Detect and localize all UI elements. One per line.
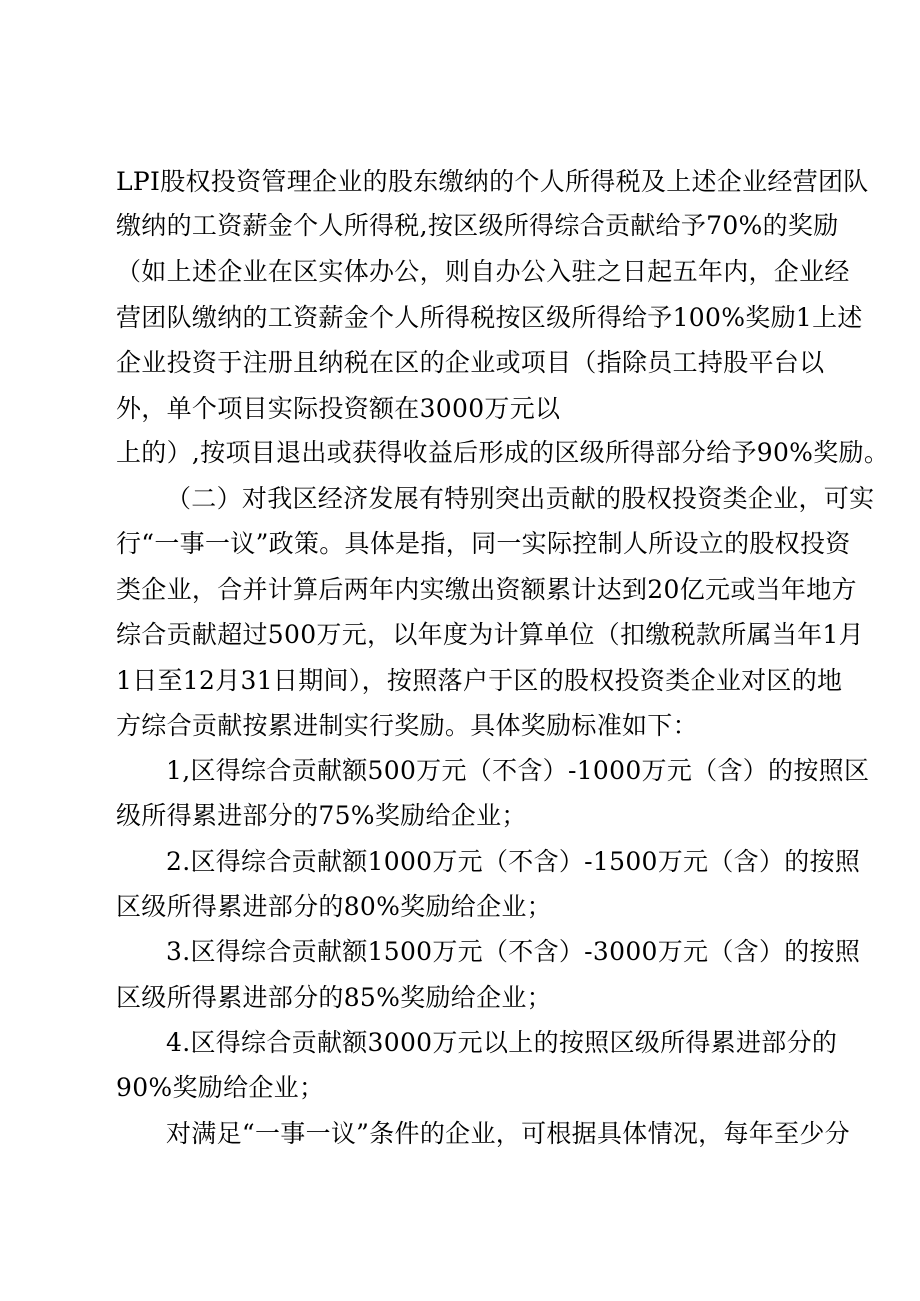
text-line: 1日至12月31日期间），按照落户于区的股权投资类企业对区的地 bbox=[116, 666, 843, 695]
text-line: 类企业，合并计算后两年内实缴出资额累计达到20亿元或当年地方 bbox=[116, 575, 857, 604]
text-line: 2.区得综合贡献额1000万元（不含）-1500万元（含）的按照 bbox=[166, 847, 861, 876]
text-line: 级所得累进部分的75%奖励给企业； bbox=[116, 801, 527, 830]
text-line: 缴纳的工资薪金个人所得税,按区级所得综合贡献给予70%的奖励 bbox=[116, 211, 839, 240]
text-line: 90%奖励给企业； bbox=[116, 1073, 325, 1102]
text-line: 4.区得综合贡献额3000万元以上的按照区级所得累进部分的 bbox=[166, 1028, 838, 1057]
text-line: 区级所得累进部分的80%奖励给企业； bbox=[116, 892, 552, 921]
text-line: 综合贡献超过500万元，以年度为计算单位（扣缴税款所属当年1月 bbox=[116, 620, 864, 649]
text-line: 3.区得综合贡献额1500万元（不含）-3000万元（含）的按照 bbox=[166, 937, 861, 966]
text-line: LPI股权投资管理企业的股东缴纳的个人所得税及上述企业经营团队 bbox=[116, 167, 869, 196]
text-line: 上的）,按项目退出或获得收益后形成的区级所得部分给予90%奖励。 bbox=[116, 438, 890, 467]
text-line: 外，单个项目实际投资额在3000万元以 bbox=[116, 394, 561, 423]
text-line: 企业投资于注册且纳税在区的企业或项目（指除员工持股平台以 bbox=[116, 348, 825, 377]
text-line: 方综合贡献按累进制实行奖励。具体奖励标准如下： bbox=[116, 711, 698, 740]
text-line: （如上述企业在区实体办公，则自办公入驻之日起五年内，企业经 bbox=[116, 257, 850, 286]
text-line: （二）对我区经济发展有特别突出贡献的股权投资类企业，可实 bbox=[166, 484, 875, 513]
text-line: 营团队缴纳的工资薪金个人所得税按区级所得给予100%奖励1上述 bbox=[116, 303, 863, 332]
text-line: 行“一事一议”政策。具体是指，同一实际控制人所设立的股权投资 bbox=[116, 529, 851, 558]
text-line: 1,区得综合贡献额500万元（不含）-1000万元（含）的按照区 bbox=[166, 756, 870, 785]
text-line: 区级所得累进部分的85%奖励给企业； bbox=[116, 983, 552, 1012]
text-line: 对满足“一事一议”条件的企业，可根据具体情况，每年至少分 bbox=[166, 1119, 850, 1148]
